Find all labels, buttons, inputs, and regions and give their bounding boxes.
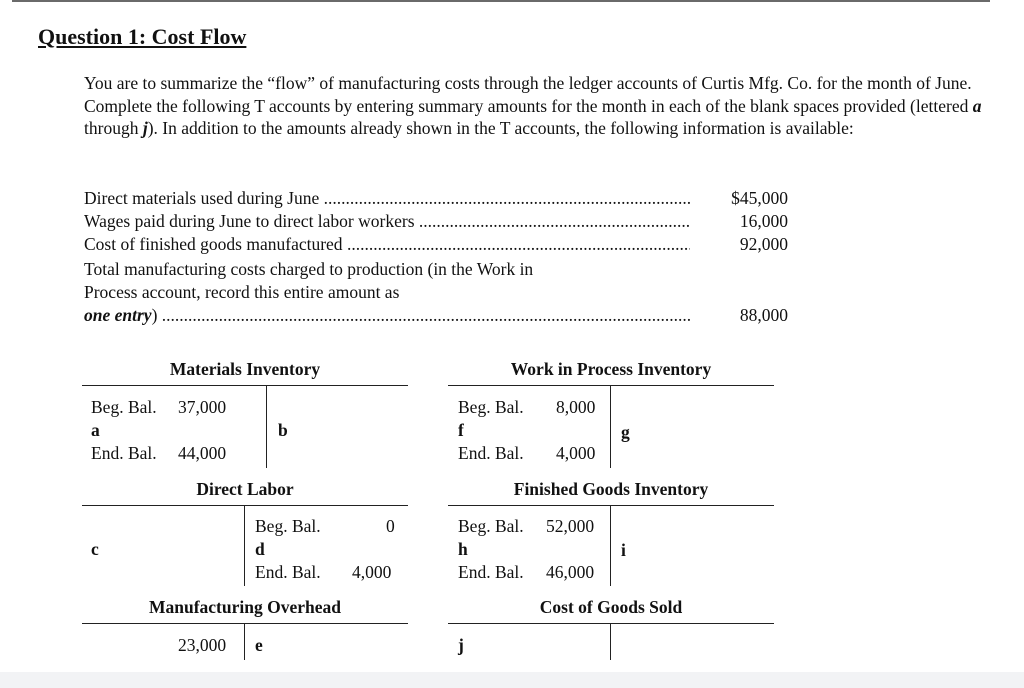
materials-inventory-rule	[82, 385, 408, 386]
fg-end-value: 46,000	[546, 562, 595, 582]
wip-beg-value: 8,000	[556, 397, 596, 417]
fg-blank-i: i	[621, 540, 626, 560]
top-rule	[12, 0, 990, 2]
info-label-materials-used: Direct materials used during June .....	[84, 187, 690, 210]
cogs-blank-j: j	[458, 635, 464, 655]
materials-inventory-divider	[266, 386, 267, 468]
info-value-materials-used: $45,000	[731, 188, 788, 208]
materials-beg-value: 37,000	[178, 397, 227, 417]
labor-blank-d: d	[255, 539, 265, 559]
intro-paragraph: You are to summarize the “flow” of manufacturing costs through the ledger accounts of Curtis Mfg. Co. for the month of June. Complete the following T accounts by entering summary amounts for the month in each of the blank spaces provided (lettered a through j). In addition to the amounts already shown in the T accounts, the following information is available:	[84, 73, 982, 138]
wip-end-value: 4,000	[556, 443, 596, 463]
wip-inventory-title: Work in Process Inventory	[510, 359, 712, 379]
materials-end-label: End. Bal.	[91, 443, 157, 463]
wip-blank-f: f	[458, 420, 464, 440]
labor-end-value: 4,000	[352, 562, 392, 582]
manufacturing-overhead-title: Manufacturing Overhead	[148, 597, 341, 617]
bottom-band	[0, 672, 1024, 688]
materials-blank-a: a	[91, 420, 100, 440]
labor-blank-c: c	[91, 539, 99, 559]
info-value-total-manufacturing: 88,000	[739, 305, 788, 325]
cost-of-goods-sold-divider	[610, 624, 611, 660]
materials-end-value: 44,000	[178, 443, 227, 463]
fg-beg-label: Beg. Bal.	[458, 516, 524, 536]
info-label-total-line3: one entry) .....	[84, 304, 690, 327]
materials-inventory-title: Materials Inventory	[169, 359, 321, 379]
question-heading: Question 1: Cost Flow	[38, 24, 247, 49]
wip-inventory-divider	[610, 386, 611, 468]
info-label-total-line1: Total manufacturing costs charged to production (in the Work in	[84, 259, 534, 279]
direct-labor-divider	[244, 506, 245, 586]
info-value-wages-paid: 16,000	[739, 211, 788, 231]
materials-blank-b: b	[278, 420, 288, 440]
overhead-debit-value: 23,000	[178, 635, 227, 655]
labor-beg-value: 0	[386, 516, 395, 536]
info-label-total-line2: Process account, record this entire amount as	[84, 282, 400, 302]
wip-inventory-rule	[448, 385, 774, 386]
info-value-cost-finished-goods: 92,000	[739, 234, 788, 254]
labor-beg-label: Beg. Bal.	[255, 516, 321, 536]
materials-beg-label: Beg. Bal.	[91, 397, 157, 417]
finished-goods-rule	[448, 505, 774, 506]
finished-goods-divider	[610, 506, 611, 586]
direct-labor-title: Direct Labor	[196, 479, 294, 499]
labor-end-label: End. Bal.	[255, 562, 321, 582]
cost-of-goods-sold-rule	[448, 623, 774, 624]
finished-goods-title: Finished Goods Inventory	[513, 479, 709, 499]
fg-blank-h: h	[458, 539, 468, 559]
cost-of-goods-sold-title: Cost of Goods Sold	[539, 597, 683, 617]
wip-beg-label: Beg. Bal.	[458, 397, 524, 417]
manufacturing-overhead-rule	[82, 623, 408, 624]
wip-blank-g: g	[621, 422, 630, 442]
fg-end-label: End. Bal.	[458, 562, 524, 582]
fg-beg-value: 52,000	[546, 516, 595, 536]
info-label-wages-paid: Wages paid during June to direct labor workers .....	[84, 210, 690, 233]
info-label-cost-finished-goods: Cost of finished goods manufactured .....	[84, 233, 690, 256]
direct-labor-rule	[82, 505, 408, 506]
manufacturing-overhead-divider	[244, 624, 245, 660]
overhead-blank-e: e	[255, 635, 263, 655]
wip-end-label: End. Bal.	[458, 443, 524, 463]
